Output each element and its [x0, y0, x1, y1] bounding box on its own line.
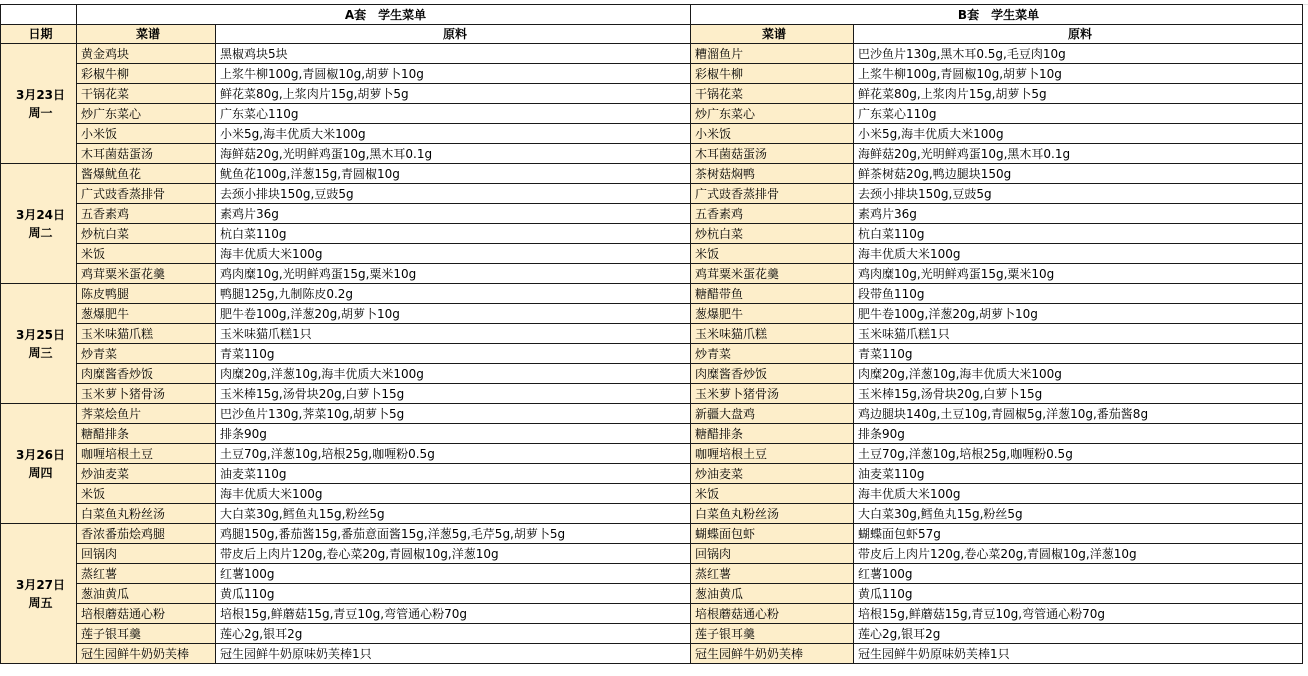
menu-row — [1, 284, 1303, 304]
set-b-ingredients: 海丰优质大米100g — [854, 484, 1303, 504]
set-b-ingredients: 海丰优质大米100g — [854, 244, 1303, 264]
set-a-ingredients: 排条90g — [216, 424, 691, 444]
day-date: 3月27日 — [15, 577, 66, 592]
set-b-dish: 茶树菇焖鸭 — [691, 164, 854, 184]
set-a-ingredients: 杭白菜110g — [216, 224, 691, 244]
set-b-ingredients: 红薯100g — [854, 564, 1303, 584]
set-b-ingredients: 玉米棒15g,汤骨块20g,白萝卜15g — [854, 384, 1303, 404]
set-b-title: B套 学生菜单 — [691, 5, 1303, 25]
day-date-cell — [1, 164, 77, 284]
menu-row — [1, 644, 1303, 664]
b-ingredients-column-header: 原料 — [854, 25, 1303, 44]
set-a-dish: 五香素鸡 — [77, 204, 216, 224]
menu-row — [1, 344, 1303, 364]
menu-row — [1, 64, 1303, 84]
set-a-dish: 咖喱培根土豆 — [77, 444, 216, 464]
set-a-ingredients: 大白菜30g,鳕鱼丸15g,粉丝5g — [216, 504, 691, 524]
set-a-dish: 白菜鱼丸粉丝汤 — [77, 504, 216, 524]
set-b-dish: 木耳菌菇蛋汤 — [691, 144, 854, 164]
menu-row — [1, 584, 1303, 604]
menu-row — [1, 444, 1303, 464]
set-a-dish: 回锅肉 — [77, 544, 216, 564]
set-a-ingredients: 肥牛卷100g,洋葱20g,胡萝卜10g — [216, 304, 691, 324]
set-b-dish: 莲子银耳羹 — [691, 624, 854, 644]
set-b-dish: 米饭 — [691, 484, 854, 504]
set-b-ingredients: 鲜花菜80g,上浆肉片15g,胡萝卜5g — [854, 84, 1303, 104]
set-a-ingredients: 红薯100g — [216, 564, 691, 584]
b-dish-column-header: 菜谱 — [691, 25, 854, 44]
set-b-ingredients: 广东菜心110g — [854, 104, 1303, 124]
set-a-dish: 糖醋排条 — [77, 424, 216, 444]
set-b-ingredients: 鲜茶树菇20g,鸭边腿块150g — [854, 164, 1303, 184]
set-b-ingredients: 杭白菜110g — [854, 224, 1303, 244]
day-weekday: 周三 — [28, 345, 53, 360]
set-b-ingredients: 去颈小排块150g,豆豉5g — [854, 184, 1303, 204]
set-a-ingredients: 黑椒鸡块5块 — [216, 44, 691, 64]
set-b-ingredients: 小米5g,海丰优质大米100g — [854, 124, 1303, 144]
corner-cell — [1, 5, 77, 25]
set-a-ingredients: 上浆牛柳100g,青圆椒10g,胡萝卜10g — [216, 64, 691, 84]
menu-row — [1, 484, 1303, 504]
menu-row — [1, 504, 1303, 524]
set-a-ingredients: 鸡肉糜10g,光明鲜鸡蛋15g,粟米10g — [216, 264, 691, 284]
set-a-ingredients: 鱿鱼花100g,洋葱15g,青圆椒10g — [216, 164, 691, 184]
set-a-dish: 蒸红薯 — [77, 564, 216, 584]
day-date-cell — [1, 44, 77, 164]
set-a-dish: 肉糜酱香炒饭 — [77, 364, 216, 384]
set-b-ingredients: 排条90g — [854, 424, 1303, 444]
set-a-dish: 广式豉香蒸排骨 — [77, 184, 216, 204]
set-a-dish: 玉米味猫爪糕 — [77, 324, 216, 344]
menu-row — [1, 364, 1303, 384]
title-row — [1, 5, 1303, 25]
set-b-dish: 蝴蝶面包虾 — [691, 524, 854, 544]
set-b-ingredients: 培根15g,鲜蘑菇15g,青豆10g,弯管通心粉70g — [854, 604, 1303, 624]
set-a-dish: 黄金鸡块 — [77, 44, 216, 64]
set-b-ingredients: 上浆牛柳100g,青圆椒10g,胡萝卜10g — [854, 64, 1303, 84]
set-b-dish: 玉米味猫爪糕 — [691, 324, 854, 344]
set-a-title: A套 学生菜单 — [77, 5, 691, 25]
set-b-dish: 糖醋排条 — [691, 424, 854, 444]
day-date-cell — [1, 284, 77, 404]
set-a-dish: 小米饭 — [77, 124, 216, 144]
set-a-ingredients: 油麦菜110g — [216, 464, 691, 484]
set-a-ingredients: 土豆70g,洋葱10g,培根25g,咖喱粉0.5g — [216, 444, 691, 464]
menu-row — [1, 464, 1303, 484]
set-a-dish: 葱油黄瓜 — [77, 584, 216, 604]
set-b-dish: 玉米萝卜猪骨汤 — [691, 384, 854, 404]
set-a-dish: 酱爆鱿鱼花 — [77, 164, 216, 184]
set-a-dish: 干锅花菜 — [77, 84, 216, 104]
set-a-dish: 炒油麦菜 — [77, 464, 216, 484]
set-a-ingredients: 巴沙鱼片130g,荠菜10g,胡萝卜5g — [216, 404, 691, 424]
set-a-dish: 米饭 — [77, 484, 216, 504]
set-a-dish: 米饭 — [77, 244, 216, 264]
set-a-ingredients: 海丰优质大米100g — [216, 244, 691, 264]
menu-row — [1, 604, 1303, 624]
set-b-dish: 新疆大盘鸡 — [691, 404, 854, 424]
set-b-ingredients: 土豆70g,洋葱10g,培根25g,咖喱粉0.5g — [854, 444, 1303, 464]
set-b-dish: 白菜鱼丸粉丝汤 — [691, 504, 854, 524]
menu-row — [1, 264, 1303, 284]
menu-row — [1, 244, 1303, 264]
menu-row — [1, 544, 1303, 564]
set-b-ingredients: 带皮后上肉片120g,卷心菜20g,青圆椒10g,洋葱10g — [854, 544, 1303, 564]
set-a-ingredients: 鸡腿150g,番茄酱15g,番茄意面酱15g,洋葱5g,毛芹5g,胡萝卜5g — [216, 524, 691, 544]
date-column-header: 日期 — [1, 25, 77, 44]
menu-row — [1, 184, 1303, 204]
set-b-dish: 炒青菜 — [691, 344, 854, 364]
menu-row — [1, 164, 1303, 184]
set-b-dish: 培根蘑菇通心粉 — [691, 604, 854, 624]
menu-row — [1, 44, 1303, 64]
set-a-ingredients: 鸭腿125g,九制陈皮0.2g — [216, 284, 691, 304]
set-a-dish: 彩椒牛柳 — [77, 64, 216, 84]
menu-row — [1, 104, 1303, 124]
menu-row — [1, 224, 1303, 244]
day-date: 3月26日 — [15, 447, 66, 462]
set-b-dish: 广式豉香蒸排骨 — [691, 184, 854, 204]
set-b-ingredients: 鸡边腿块140g,土豆10g,青圆椒5g,洋葱10g,番茄酱8g — [854, 404, 1303, 424]
set-a-ingredients: 广东菜心110g — [216, 104, 691, 124]
set-b-ingredients: 黄瓜110g — [854, 584, 1303, 604]
set-b-dish: 彩椒牛柳 — [691, 64, 854, 84]
set-b-dish: 冠生园鲜牛奶奶芙棒 — [691, 644, 854, 664]
set-b-dish: 咖喱培根土豆 — [691, 444, 854, 464]
set-a-ingredients: 黄瓜110g — [216, 584, 691, 604]
menu-row — [1, 624, 1303, 644]
set-b-dish: 葱爆肥牛 — [691, 304, 854, 324]
set-a-dish: 木耳菌菇蛋汤 — [77, 144, 216, 164]
menu-row — [1, 404, 1303, 424]
day-weekday: 周四 — [28, 465, 53, 480]
set-a-ingredients: 海丰优质大米100g — [216, 484, 691, 504]
menu-row — [1, 524, 1303, 544]
set-a-dish: 莲子银耳羹 — [77, 624, 216, 644]
menu-row — [1, 424, 1303, 444]
set-a-ingredients: 去颈小排块150g,豆豉5g — [216, 184, 691, 204]
set-a-ingredients: 鲜花菜80g,上浆肉片15g,胡萝卜5g — [216, 84, 691, 104]
set-b-dish: 小米饭 — [691, 124, 854, 144]
set-a-ingredients: 玉米棒15g,汤骨块20g,白萝卜15g — [216, 384, 691, 404]
a-dish-column-header: 菜谱 — [77, 25, 216, 44]
set-a-dish: 冠生园鲜牛奶奶芙棒 — [77, 644, 216, 664]
set-b-dish: 炒油麦菜 — [691, 464, 854, 484]
set-a-dish: 炒青菜 — [77, 344, 216, 364]
set-a-ingredients: 培根15g,鲜蘑菇15g,青豆10g,弯管通心粉70g — [216, 604, 691, 624]
set-b-ingredients: 油麦菜110g — [854, 464, 1303, 484]
set-a-ingredients: 小米5g,海丰优质大米100g — [216, 124, 691, 144]
set-a-dish: 炒广东菜心 — [77, 104, 216, 124]
day-weekday: 周一 — [28, 105, 53, 120]
set-b-dish: 糖醋带鱼 — [691, 284, 854, 304]
set-a-ingredients: 冠生园鲜牛奶原味奶芙棒1只 — [216, 644, 691, 664]
menu-row — [1, 384, 1303, 404]
set-b-ingredients: 段带鱼110g — [854, 284, 1303, 304]
set-b-dish: 干锅花菜 — [691, 84, 854, 104]
set-a-dish: 培根蘑菇通心粉 — [77, 604, 216, 624]
set-a-ingredients: 莲心2g,银耳2g — [216, 624, 691, 644]
day-date: 3月24日 — [15, 207, 66, 222]
column-header-row — [1, 25, 1303, 44]
set-a-dish: 玉米萝卜猪骨汤 — [77, 384, 216, 404]
set-a-ingredients: 青菜110g — [216, 344, 691, 364]
set-b-dish: 葱油黄瓜 — [691, 584, 854, 604]
set-b-ingredients: 肥牛卷100g,洋葱20g,胡萝卜10g — [854, 304, 1303, 324]
set-b-dish: 米饭 — [691, 244, 854, 264]
set-b-ingredients: 青菜110g — [854, 344, 1303, 364]
set-b-dish: 回锅肉 — [691, 544, 854, 564]
set-a-ingredients: 带皮后上肉片120g,卷心菜20g,青圆椒10g,洋葱10g — [216, 544, 691, 564]
set-a-ingredients: 素鸡片36g — [216, 204, 691, 224]
day-weekday: 周二 — [28, 225, 53, 240]
set-b-ingredients: 巴沙鱼片130g,黑木耳0.5g,毛豆肉10g — [854, 44, 1303, 64]
a-ingredients-column-header: 原料 — [216, 25, 691, 44]
set-b-ingredients: 海鲜菇20g,光明鲜鸡蛋10g,黑木耳0.1g — [854, 144, 1303, 164]
set-b-dish: 肉糜酱香炒饭 — [691, 364, 854, 384]
set-a-dish: 炒杭白菜 — [77, 224, 216, 244]
set-b-dish: 五香素鸡 — [691, 204, 854, 224]
set-a-ingredients: 肉糜20g,洋葱10g,海丰优质大米100g — [216, 364, 691, 384]
set-b-ingredients: 鸡肉糜10g,光明鲜鸡蛋15g,粟米10g — [854, 264, 1303, 284]
menu-row — [1, 144, 1303, 164]
day-date: 3月25日 — [15, 327, 66, 342]
day-date-cell — [1, 404, 77, 524]
set-a-ingredients: 玉米味猫爪糕1只 — [216, 324, 691, 344]
day-date-cell — [1, 524, 77, 664]
menu-row — [1, 324, 1303, 344]
set-b-dish: 糟溜鱼片 — [691, 44, 854, 64]
set-b-dish: 炒杭白菜 — [691, 224, 854, 244]
set-b-dish: 鸡茸粟米蛋花羹 — [691, 264, 854, 284]
set-b-ingredients: 玉米味猫爪糕1只 — [854, 324, 1303, 344]
set-b-ingredients: 莲心2g,银耳2g — [854, 624, 1303, 644]
menu-row — [1, 204, 1303, 224]
set-a-dish: 鸡茸粟米蛋花羹 — [77, 264, 216, 284]
set-b-dish: 蒸红薯 — [691, 564, 854, 584]
set-b-ingredients: 蝴蝶面包虾57g — [854, 524, 1303, 544]
set-a-dish: 陈皮鸭腿 — [77, 284, 216, 304]
menu-table — [0, 4, 1303, 664]
menu-row — [1, 84, 1303, 104]
menu-row — [1, 564, 1303, 584]
set-b-ingredients: 大白菜30g,鳕鱼丸15g,粉丝5g — [854, 504, 1303, 524]
day-weekday: 周五 — [28, 595, 53, 610]
set-a-dish: 葱爆肥牛 — [77, 304, 216, 324]
menu-row — [1, 124, 1303, 144]
set-b-ingredients: 肉糜20g,洋葱10g,海丰优质大米100g — [854, 364, 1303, 384]
set-a-ingredients: 海鲜菇20g,光明鲜鸡蛋10g,黑木耳0.1g — [216, 144, 691, 164]
set-b-dish: 炒广东菜心 — [691, 104, 854, 124]
set-a-dish: 香浓番茄烩鸡腿 — [77, 524, 216, 544]
day-date: 3月23日 — [15, 87, 66, 102]
menu-row — [1, 304, 1303, 324]
set-b-ingredients: 素鸡片36g — [854, 204, 1303, 224]
set-b-ingredients: 冠生园鲜牛奶原味奶芙棒1只 — [854, 644, 1303, 664]
set-a-dish: 荠菜烩鱼片 — [77, 404, 216, 424]
